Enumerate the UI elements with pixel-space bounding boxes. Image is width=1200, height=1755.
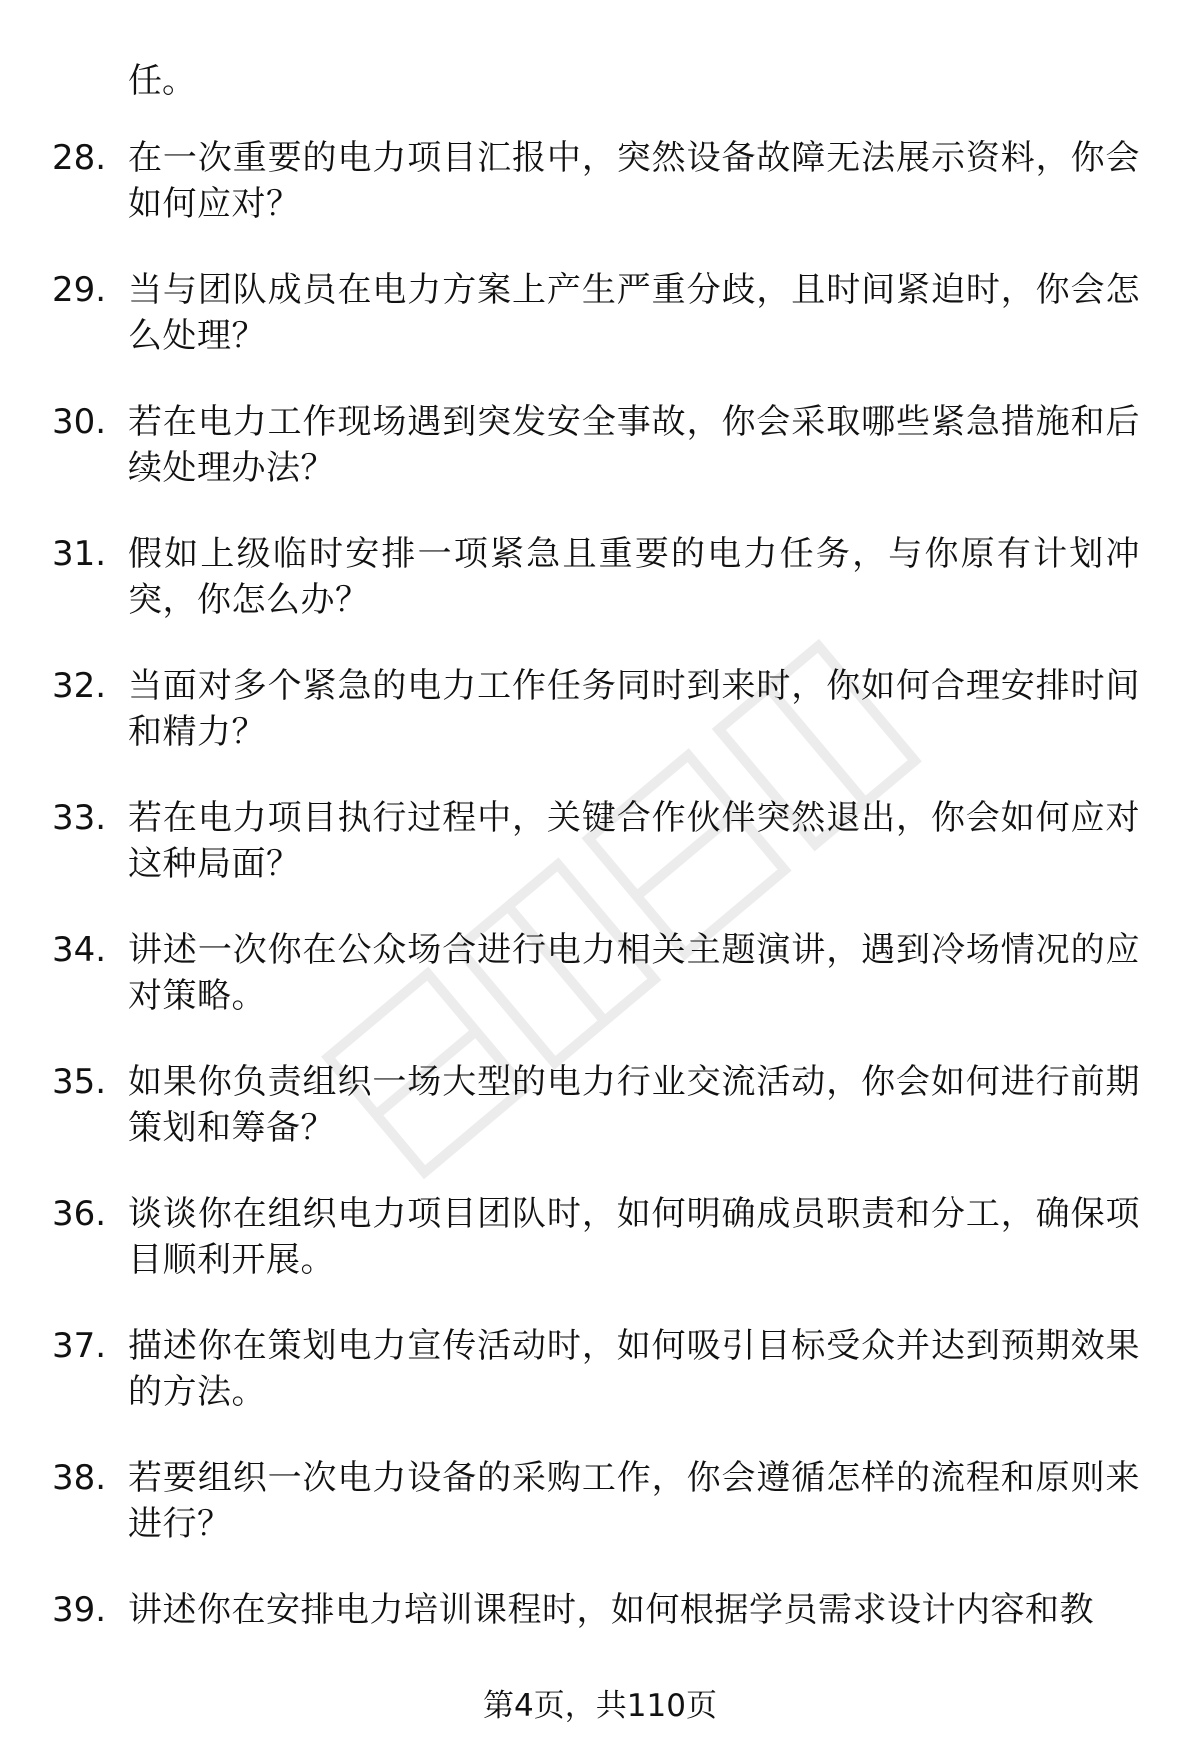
question-item [0, 135, 1200, 267]
question-number: 38. [52, 1458, 107, 1498]
page-footer: 第4页，共110页 [483, 1688, 717, 1724]
question-item [0, 1323, 1200, 1455]
question-number: 28. [52, 138, 107, 178]
question-item [0, 267, 1200, 399]
question-number: 29. [52, 270, 107, 310]
question-text: 若在电力工作现场遇到突发安全事故，你会采取哪些紧急措施和后续处理办法？ [128, 402, 1140, 488]
question-item [0, 531, 1200, 663]
question-number: 31. [52, 534, 107, 574]
question-item [0, 795, 1200, 927]
question-item [0, 663, 1200, 795]
question-text: 如果你负责组织一场大型的电力行业交流活动，你会如何进行前期策划和筹备？ [128, 1062, 1140, 1148]
question-text: 讲述你在安排电力培训课程时，如何根据学员需求设计内容和教 [128, 1590, 1094, 1630]
question-number: 32. [52, 666, 107, 706]
question-text: 谈谈你在组织电力项目团队时，如何明确成员职责和分工，确保项目顺利开展。 [128, 1194, 1140, 1280]
question-number: 30. [52, 402, 107, 442]
question-number: 39. [52, 1590, 107, 1630]
question-text: 讲述一次你在公众场合进行电力相关主题演讲，遇到冷场情况的应对策略。 [128, 930, 1140, 1016]
question-number: 33. [52, 798, 107, 838]
question-text: 当面对多个紧急的电力工作任务同时到来时，你如何合理安排时间和精力？ [128, 666, 1140, 752]
question-item [0, 399, 1200, 531]
question-text: 若在电力项目执行过程中，关键合作伙伴突然退出，你会如何应对这种局面？ [128, 798, 1140, 884]
question-text: 假如上级临时安排一项紧急且重要的电力任务，与你原有计划冲突，你怎么办？ [128, 534, 1140, 620]
question-number: 36. [52, 1194, 107, 1234]
question-text: 描述你在策划电力宣传活动时，如何吸引目标受众并达到预期效果的方法。 [128, 1326, 1140, 1412]
question-item [0, 927, 1200, 1059]
question-text: 在一次重要的电力项目汇报中，突然设备故障无法展示资料，你会如何应对？ [128, 138, 1140, 224]
question-number: 34. [52, 930, 107, 970]
question-number: 37. [52, 1326, 107, 1366]
question-list [0, 135, 1200, 1719]
question-text: 当与团队成员在电力方案上产生严重分歧，且时间紧迫时，你会怎么处理？ [128, 270, 1140, 356]
question-text: 若要组织一次电力设备的采购工作，你会遵循怎样的流程和原则来进行？ [128, 1458, 1140, 1544]
continuation-text: 任。 [128, 61, 196, 101]
question-item [0, 1455, 1200, 1587]
question-number: 35. [52, 1062, 107, 1102]
question-item [0, 1191, 1200, 1323]
question-item [0, 1059, 1200, 1191]
